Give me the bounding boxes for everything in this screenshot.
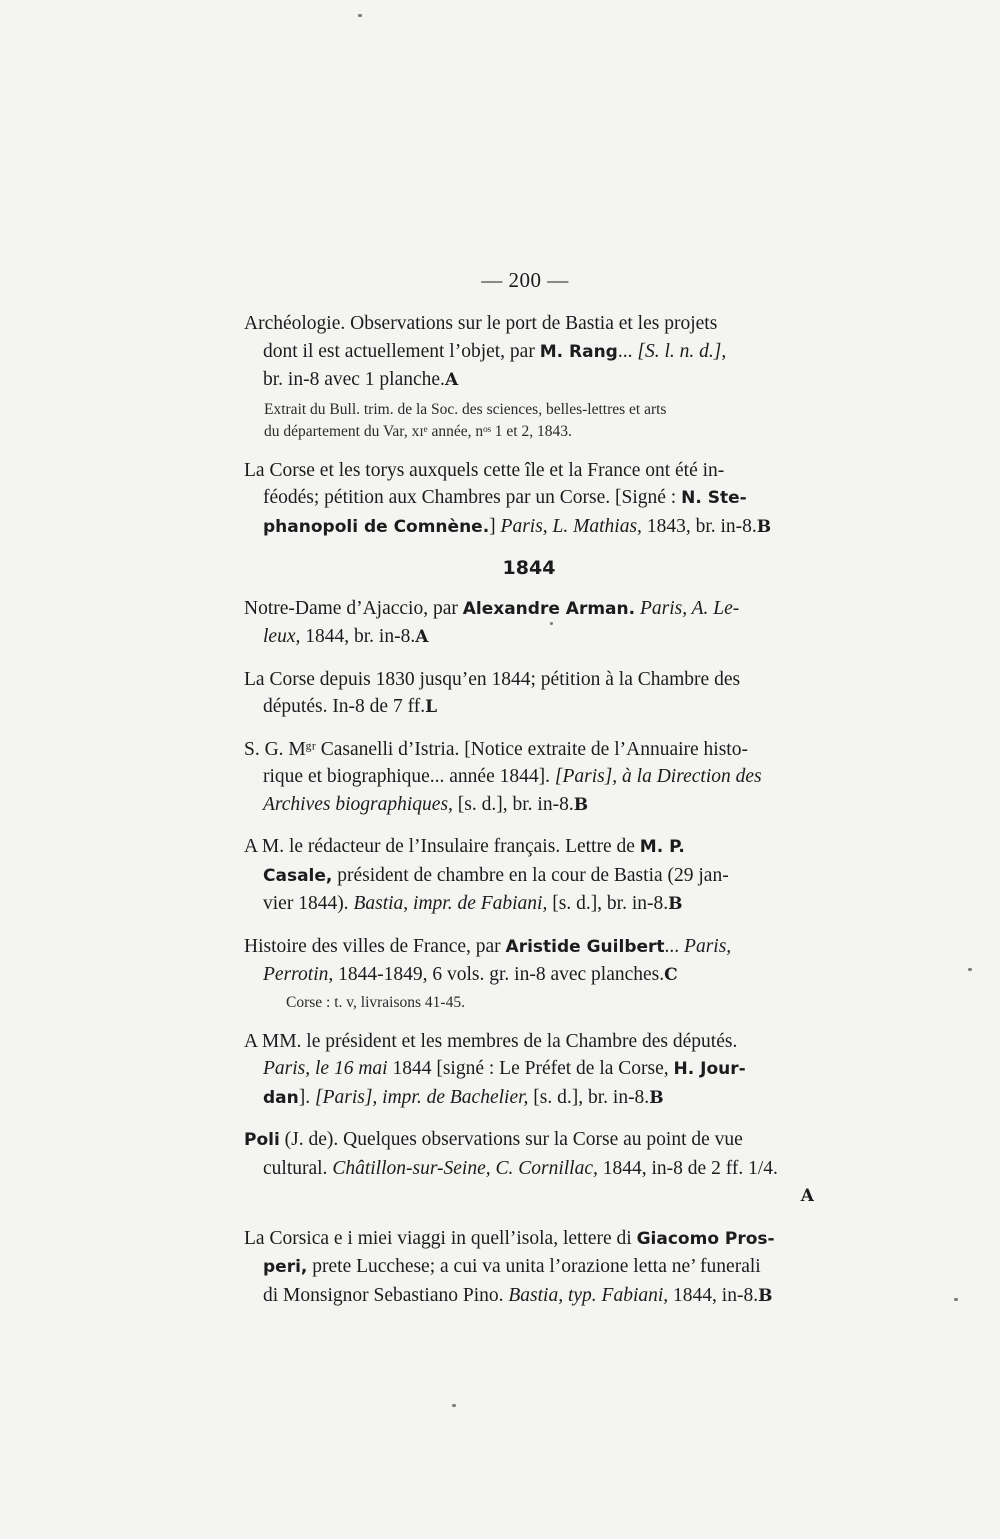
library-code: B [756, 516, 772, 537]
entry-text: 1844, in-8 de 2 ff. 1/4. [597, 1157, 778, 1179]
entry-text: cultural. [263, 1157, 333, 1179]
scan-speck [968, 968, 972, 971]
imprint: Châtillon-sur-Seine, C. Cornillac, [332, 1157, 598, 1179]
entry-text: dont il est actuellement l’objet, par [263, 340, 540, 362]
bibliography-entry [244, 736, 814, 820]
author-name: peri, [263, 1257, 308, 1277]
imprint: Paris, [684, 935, 732, 957]
bibliography-entry [244, 310, 814, 443]
note-line: Extrait du Bull. trim. de la Soc. des sciences, belles-lettres et arts [264, 400, 667, 418]
note-line: Corse : t. v, livraisons 41-45. [286, 993, 465, 1011]
bibliography-entry [244, 1028, 814, 1113]
imprint: Paris, L. Mathias, [500, 515, 642, 537]
entry-text: prete Lucchese; a cui va unita l’orazione letta ne’ funerali [307, 1256, 761, 1277]
entry-text: vier 1844). [263, 893, 354, 914]
author-name: Aristide Guilbert [505, 936, 665, 957]
entry-line [244, 693, 814, 722]
entry-line [244, 623, 814, 652]
entry-line [244, 1282, 814, 1311]
entry-text: ]. [298, 1086, 315, 1108]
entry-line [244, 1055, 814, 1084]
bibliography-entry [244, 833, 814, 919]
entry-text: S. G. Mᵍʳ Casanelli d’Istria. [Notice extraite de l’Annuaire histo- [244, 738, 748, 760]
imprint: Bastia, impr. de Fabiani, [353, 893, 548, 914]
entry-text: 1844-1849, 6 vols. gr. in-8 avec planches. [333, 964, 665, 985]
author-name: M. P. [639, 837, 685, 857]
imprint: [Paris], impr. de Bachelier, [315, 1086, 529, 1108]
library-code: B [758, 1285, 773, 1306]
entry-text: Notre-Dame d’Ajaccio, par [244, 597, 463, 619]
page-number: — 200 — [481, 268, 569, 292]
entry-text: br. in-8 avec 1 planche. [263, 369, 445, 390]
entry-text: 1843, br. in-8. [641, 515, 757, 537]
entry-line [244, 457, 814, 485]
author-name: phanopoli de Comnène. [263, 516, 490, 537]
library-code: B [649, 1087, 664, 1108]
entry-line [244, 961, 814, 990]
library-code: L [425, 697, 438, 717]
entry-text: La Corsica e i miei viaggi in quell’isola, lettere di [244, 1227, 637, 1249]
entry-line [244, 1028, 814, 1056]
entry-text: A MM. le président et les membres de la Chambre des députés. [244, 1030, 738, 1052]
scan-speck [358, 14, 362, 17]
entry-text: A M. le rédacteur de l’Insulaire français. Lettre de [244, 836, 640, 857]
library-code: A [800, 1186, 814, 1206]
entry-line [244, 595, 814, 624]
entry-note [244, 992, 814, 1014]
scan-speck [954, 1298, 958, 1301]
entry-line [244, 763, 814, 791]
entry-line [244, 1253, 814, 1282]
library-code: C [664, 965, 678, 985]
entry-text: 1844, br. in-8. [300, 626, 416, 647]
entry-line [244, 1155, 814, 1183]
imprint: Bastia, typ. Fabiani, [508, 1284, 669, 1306]
bibliography-entry [244, 1225, 814, 1311]
entry-line [244, 1182, 814, 1211]
entry-text: ... [617, 340, 638, 362]
entry-line [244, 1126, 814, 1155]
bibliography-entry [244, 1126, 814, 1211]
library-code: B [573, 794, 589, 815]
bibliography-entry [244, 457, 814, 542]
entry-text: 1844 [signé : Le Préfet de la Corse, [387, 1058, 674, 1079]
bibliography-entry [244, 666, 814, 722]
entry-line [244, 338, 814, 367]
entry-text: Histoire des villes de France, par [244, 935, 506, 957]
entry-text: 1844, in-8. [668, 1284, 759, 1306]
author-name: Casale, [263, 865, 333, 886]
entry-text: La Corse depuis 1830 jusqu’en 1844; pétition à la Chambre des [244, 668, 741, 690]
imprint: Perrotin, [263, 964, 334, 985]
author-name: H. Jour- [673, 1059, 746, 1079]
scan-speck [550, 622, 553, 625]
entry-text: ... [664, 935, 685, 957]
year-heading: 1844 [502, 557, 556, 579]
entry-line [244, 513, 814, 542]
entry-line [244, 890, 814, 919]
entry-line [244, 1225, 814, 1254]
entry-line [244, 366, 814, 395]
entry-text: (J. de). Quelques observations sur la Corse au point de vue [279, 1129, 743, 1150]
bibliography-entry [244, 933, 814, 1014]
entry-text: [s. d.], br. in-8. [452, 793, 574, 815]
entry-line [244, 484, 814, 513]
author-name: Alexandre Arman. [462, 598, 636, 619]
imprint: leux, [263, 626, 301, 647]
bibliography-column [244, 310, 814, 1310]
entry-text: président de chambre en la cour de Bastia (29 jan- [332, 864, 729, 886]
imprint: [S. l. n. d.], [637, 340, 727, 362]
entry-note [244, 399, 814, 443]
entry-text: députés. In-8 de 7 ff. [263, 696, 426, 717]
author-name: N. Ste- [681, 488, 747, 508]
entry-text: di Monsignor Sebastiano Pino. [263, 1284, 509, 1306]
entry-text: [s. d.], br. in-8. [528, 1086, 650, 1108]
entry-line [244, 833, 814, 862]
imprint: Paris, A. Le- [635, 597, 740, 619]
imprint: Paris, le 16 mai [263, 1058, 388, 1079]
entry-text: [s. d.], br. in-8. [547, 893, 669, 914]
entry-line [244, 666, 814, 694]
author-name: dan [263, 1087, 299, 1108]
imprint: Archives biographiques, [263, 793, 453, 815]
entry-line [244, 791, 814, 820]
scan-speck [452, 1404, 456, 1407]
entry-line [244, 1084, 814, 1113]
library-code: A [444, 370, 459, 390]
bibliography-entry [244, 595, 814, 652]
imprint: [Paris], à la Direction des [554, 766, 762, 787]
note-line: du département du Var, xɪᵉ année, nᵒˢ 1 et 2, 1843. [264, 422, 572, 440]
entry-text: rique et biographique... année 1844]. [263, 766, 555, 787]
entry-text: Archéologie. Observations sur le port de Bastia et les projets [244, 313, 718, 334]
entry-line [244, 933, 814, 962]
author-name: M. Rang [539, 341, 618, 362]
author-name: Poli [244, 1130, 280, 1150]
entry-text: ] [489, 515, 501, 537]
entry-text: La Corse et les torys auxquels cette île et la France ont été in- [244, 459, 725, 481]
library-code: B [668, 894, 683, 914]
entry-line [244, 736, 814, 764]
library-code: A [415, 627, 429, 647]
entry-text: féodés; pétition aux Chambres par un Corse. [Signé : [263, 487, 682, 508]
entry-line [244, 310, 814, 338]
author-name: Giacomo Pros- [636, 1228, 775, 1249]
entry-line [244, 862, 814, 891]
